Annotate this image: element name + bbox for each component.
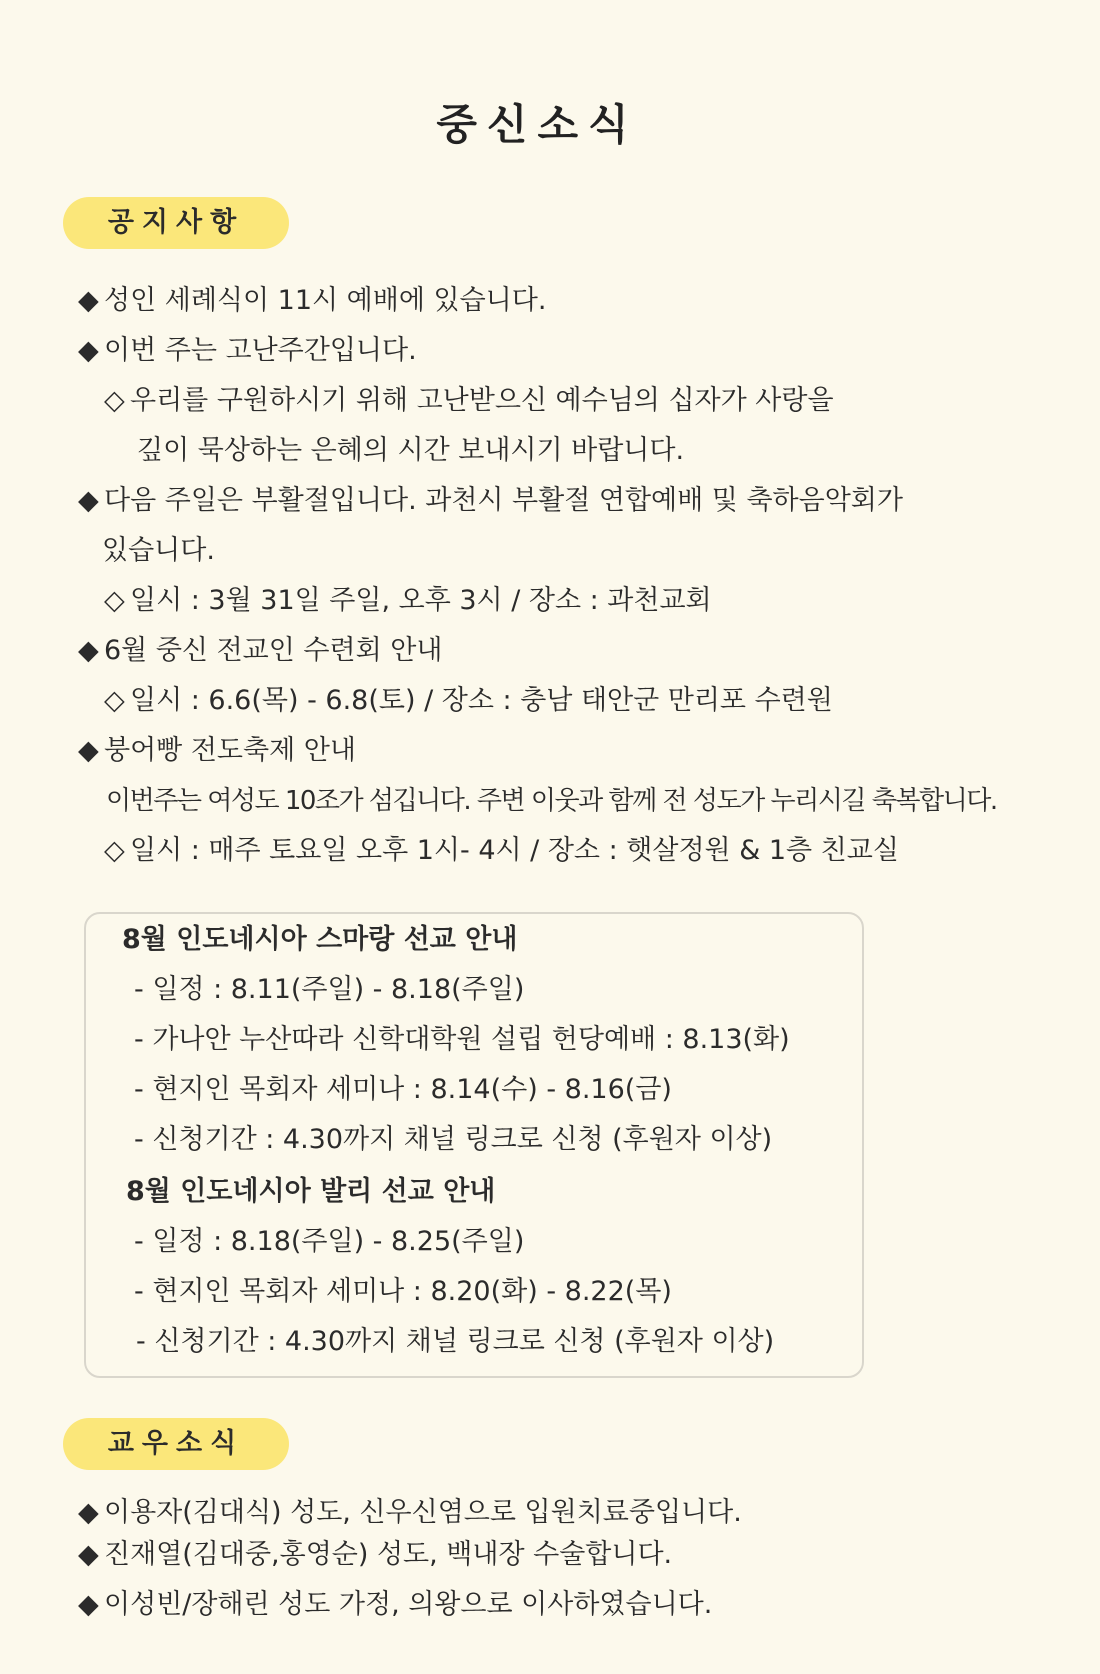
notice-line xyxy=(78,633,442,669)
mission-item: - 현지인 목회자 세미나 : 8.20(화) - 8.22(목) xyxy=(134,1276,672,1307)
notice-text: 이번주는 여성도 10조가 섬깁니다. 주변 이웃과 함께 전 성도가 누리시길 축복합니다. xyxy=(106,786,997,816)
bullet-diamond-icon: ◆ xyxy=(78,485,99,516)
member-news-text: 이용자(김대식) 성도, 신우신염으로 입원치료중입니다. xyxy=(104,1497,742,1528)
bullet-hollow-diamond-icon: ◇ xyxy=(104,385,125,416)
bullet-diamond-icon: ◆ xyxy=(78,635,99,666)
notice-line xyxy=(78,333,417,369)
bullet-diamond-icon: ◆ xyxy=(78,1589,99,1620)
members-section-label: 교우소식 xyxy=(63,1418,289,1470)
notice-line xyxy=(78,483,903,519)
member-news-line xyxy=(78,1587,712,1623)
bullet-hollow-diamond-icon: ◇ xyxy=(104,835,125,866)
notice-text: 이번 주는 고난주간입니다. xyxy=(104,335,417,366)
notice-text: 다음 주일은 부활절입니다. 과천시 부활절 연합예배 및 축하음악회가 xyxy=(104,485,903,516)
member-news-text: 이성빈/장해린 성도 가정, 의왕으로 이사하였습니다. xyxy=(104,1589,713,1620)
mission-item: - 가나안 누산따라 신학대학원 설립 헌당예배 : 8.13(화) xyxy=(134,1024,790,1055)
notice-line xyxy=(102,533,215,569)
bullet-diamond-icon: ◆ xyxy=(78,285,99,316)
mission-item: - 현지인 목회자 세미나 : 8.14(수) - 8.16(금) xyxy=(134,1074,672,1105)
bullet-hollow-diamond-icon: ◇ xyxy=(104,585,125,616)
bullet-diamond-icon: ◆ xyxy=(78,735,99,766)
mission-item: - 신청기간 : 4.30까지 채널 링크로 신청 (후원자 이상) xyxy=(136,1326,775,1357)
bullet-hollow-diamond-icon: ◇ xyxy=(104,685,125,716)
member-news-text: 진재열(김대중,홍영순) 성도, 백내장 수술합니다. xyxy=(104,1539,673,1570)
notice-text: 우리를 구원하시기 위해 고난받으신 예수님의 십자가 사랑을 xyxy=(130,385,834,416)
notice-text: 성인 세례식이 11시 예배에 있습니다. xyxy=(104,285,547,316)
notice-line xyxy=(104,683,833,719)
bullet-diamond-icon: ◆ xyxy=(78,335,99,366)
notice-text: 일시 : 매주 토요일 오후 1시- 4시 / 장소 : 햇살정원 & 1층 친교실 xyxy=(130,835,899,866)
notice-line xyxy=(104,383,834,419)
notice-text: 있습니다. xyxy=(102,535,215,566)
notice-line xyxy=(106,783,997,819)
member-news-line xyxy=(78,1537,672,1573)
notice-line xyxy=(104,833,899,869)
notice-text: 6월 중신 전교인 수련회 안내 xyxy=(104,635,443,666)
notice-text: 일시 : 6.6(목) - 6.8(토) / 장소 : 충남 태안군 만리포 수련원 xyxy=(130,685,833,716)
mission-item: - 일정 : 8.18(주일) - 8.25(주일) xyxy=(134,1226,525,1257)
notice-text: 깊이 묵상하는 은혜의 시간 보내시기 바랍니다. xyxy=(137,435,685,466)
notice-line xyxy=(78,283,546,319)
page-title: 중신소식 xyxy=(436,100,639,149)
bullet-diamond-icon: ◆ xyxy=(78,1539,99,1570)
notice-line xyxy=(78,733,356,769)
mission-item: - 신청기간 : 4.30까지 채널 링크로 신청 (후원자 이상) xyxy=(134,1124,773,1155)
mission-item: - 일정 : 8.11(주일) - 8.18(주일) xyxy=(134,974,525,1005)
bullet-diamond-icon: ◆ xyxy=(78,1497,99,1528)
notice-line xyxy=(137,433,684,469)
mission-heading: 8월 인도네시아 발리 선교 안내 xyxy=(126,1176,496,1207)
notice-text: 일시 : 3월 31일 주일, 오후 3시 / 장소 : 과천교회 xyxy=(130,585,712,616)
notice-text: 붕어빵 전도축제 안내 xyxy=(104,735,356,766)
member-news-line xyxy=(78,1495,742,1531)
notices-section-label: 공지사항 xyxy=(63,197,289,249)
notice-line xyxy=(104,583,712,619)
mission-heading: 8월 인도네시아 스마랑 선교 안내 xyxy=(122,924,518,955)
